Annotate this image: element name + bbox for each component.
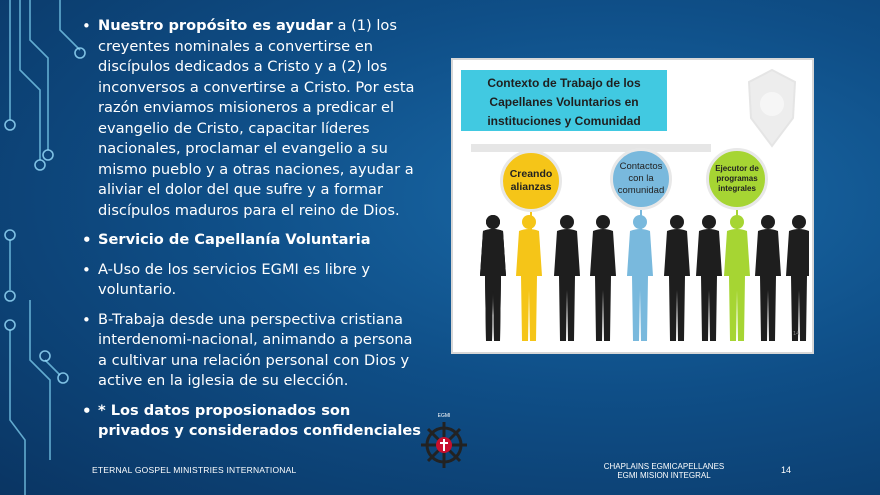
logo-top-text: EGMI [437,413,451,419]
people-silhouettes [479,212,809,344]
footer-organization: ETERNAL GOSPEL MINISTRIES INTERNATIONAL [92,465,297,475]
bullet-use: • A-Uso de los servicios EGMI es libre y voluntario. [80,260,425,301]
purpose-bold-text: Nuestro propósito es ayudar [98,17,333,34]
bullet-purpose [80,16,425,221]
ship-wheel-icon [416,411,472,473]
circle-programs: Ejecutor de programas integrales [706,148,768,210]
panel-page-number: 14 [793,331,800,337]
panel-title: Contexto de Trabajo de los Capellanes Voluntarios en instituciones y Comunidad [461,70,667,131]
bullet-service: • Servicio de Capellanía Voluntaria [80,230,425,251]
purpose-text: a (1) los creyentes nominales a convertirse en discípulos dedicados a Cristo y a (2) los inconversos a convertirse a Cristo. Por esta razón enviamos misioneros a predicar el evangelio de Cristo, capacitar líderes nacionales, proclamar el evangelio a su mismo pueblo y a otras naciones, ayudar a aliviar el dolor del que sufre y a formar discípulos maduros para el reino de Dios. [98,17,415,219]
circuit-decoration [0,0,90,495]
circle-alliances: Creando alianzas [500,150,562,212]
context-image-panel [451,58,814,354]
bullet-perspective: • B-Trabaja desde una perspectiva cristiana interdenomi-nacional, animando a persona a cultivar una relación personal con Dios y active en la iglesia de su elección. [80,310,425,392]
bullet-list [80,16,425,451]
slide-number: 14 [781,465,792,475]
bullet-privacy: • * Los datos proposionados son privados y considerados confidenciales [80,401,425,442]
footer-chaplains: CHAPLAINS EGMICAPELLANES EGMI MISION INTEGRAL [603,462,725,480]
circle-community: Contactos con la comunidad [610,148,672,210]
